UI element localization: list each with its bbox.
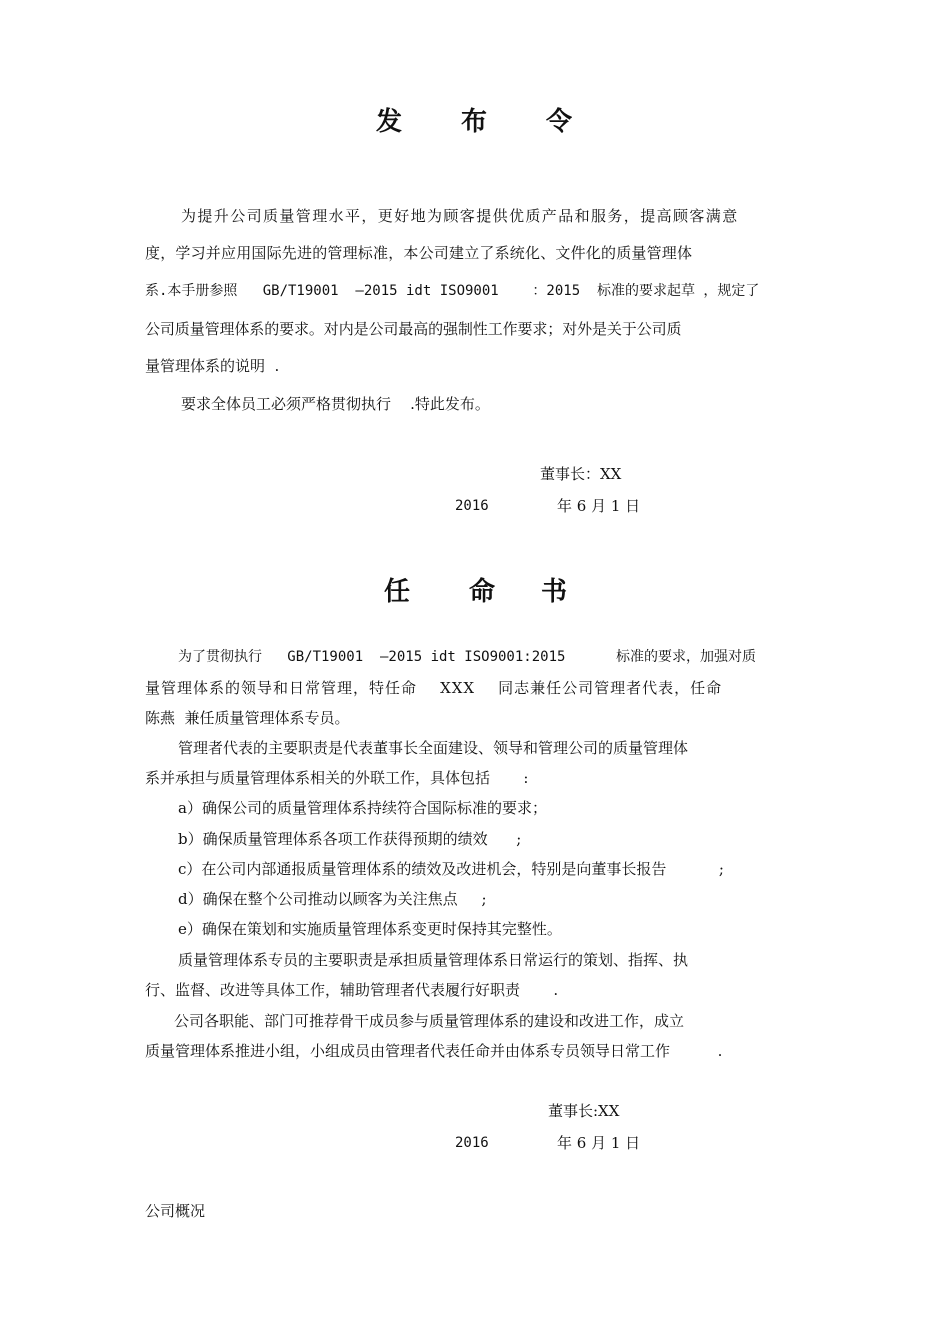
appointment-line-4: 管理者代表的主要职责是代表董事长全面建设、领导和管理公司的质量管理体 bbox=[178, 739, 689, 757]
appointment-title-char-3: 书 bbox=[541, 577, 568, 607]
appointment-item-e: e）确保在策划和实施质量管理体系变更时保持其完整性。 bbox=[178, 920, 562, 938]
release-order-date-year: 2016 bbox=[455, 498, 489, 514]
appointment-line-11: 质量管理体系专员的主要职责是承担质量管理体系日常运行的策划、指挥、执 bbox=[178, 951, 689, 969]
release-order-line-6: 要求全体员工必须严格贯彻执行 .特此发布。 bbox=[181, 395, 490, 413]
release-order-title-char-3: 令 bbox=[546, 107, 573, 137]
company-overview-heading: 公司概况 bbox=[145, 1202, 206, 1220]
appointment-signer: 董事长:XX bbox=[548, 1102, 620, 1120]
appointment-line-1: 为了贯彻执行 GB/T19001 —2015 idt ISO9001:2015 标准的要求，加强对质 bbox=[178, 649, 757, 665]
release-order-signer: 董事长：XX bbox=[540, 465, 622, 483]
release-order-line-3: 系.本手册参照 GB/T19001 —2015 idt ISO9001 ：2015 标准的要求起草 ，规定了 bbox=[145, 283, 760, 299]
appointment-title-char-2: 命 bbox=[469, 577, 496, 607]
appointment-line-5: 系并承担与质量管理体系相关的外联工作，具体包括 : bbox=[145, 769, 529, 787]
release-order-title-char-1: 发 bbox=[376, 107, 403, 137]
appointment-date-year: 2016 bbox=[455, 1135, 489, 1151]
release-order-line-4: 公司质量管理体系的要求。对内是公司最高的强制性工作要求；对外是关于公司质 bbox=[145, 320, 682, 338]
release-order-title-char-2: 布 bbox=[461, 107, 488, 137]
appointment-line-14: 质量管理体系推进小组，小组成员由管理者代表任命并由体系专员领导日常工作 . bbox=[145, 1042, 723, 1060]
appointment-item-d: d）确保在整个公司推动以顾客为关注焦点 ; bbox=[178, 890, 487, 908]
appointment-line-2: 量管理体系的领导和日常管理，特任命 XXX 同志兼任公司管理者代表，任命 bbox=[145, 679, 723, 697]
appointment-item-a: a）确保公司的质量管理体系持续符合国际标准的要求； bbox=[178, 799, 547, 817]
appointment-title-char-1: 任 bbox=[384, 577, 411, 607]
appointment-item-b: b）确保质量管理体系各项工作获得预期的绩效 ; bbox=[178, 830, 522, 848]
release-order-line-1: 为提升公司质量管理水平，更好地为顾客提供优质产品和服务，提高顾客满意 bbox=[181, 207, 739, 225]
appointment-line-12: 行、监督、改进等具体工作，辅助管理者代表履行好职责 . bbox=[145, 981, 559, 999]
release-order-line-2: 度，学习并应用国际先进的管理标准，本公司建立了系统化、文件化的质量管理体 bbox=[145, 244, 693, 262]
appointment-date-rest: 年 6 月 1 日 bbox=[557, 1134, 641, 1152]
release-order-date-rest: 年 6 月 1 日 bbox=[557, 497, 641, 515]
release-order-line-5: 量管理体系的说明 . bbox=[145, 357, 280, 375]
appointment-line-3: 陈燕 兼任质量管理体系专员。 bbox=[145, 709, 350, 727]
appointment-line-13: 公司各职能、部门可推荐骨干成员参与质量管理体系的建设和改进工作，成立 bbox=[174, 1012, 685, 1030]
appointment-item-c: c）在公司内部通报质量管理体系的绩效及改进机会，特别是向董事长报告 ; bbox=[178, 860, 724, 878]
